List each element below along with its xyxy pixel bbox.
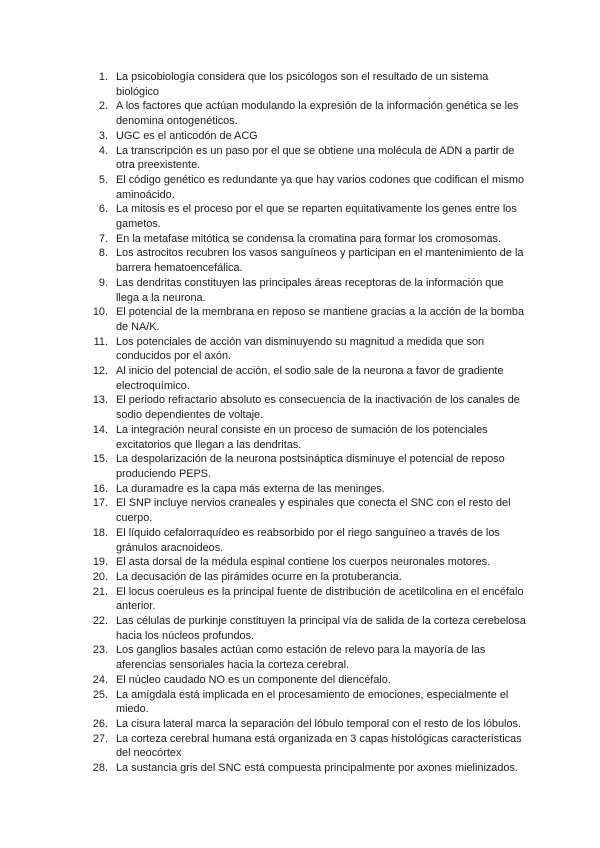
item-text: En la metafase mitótica se condensa la cromatina para formar los cromosomas. — [116, 232, 501, 245]
list-item — [86, 761, 526, 776]
item-text: El asta dorsal de la médula espinal contiene los cuerpos neuronales motores. — [116, 556, 491, 569]
item-text: El líquido cefalorraquídeo es reabsorbido por el riego sanguíneo a través de los gránulos aracnoideos. — [116, 526, 500, 554]
list-item — [86, 643, 526, 672]
list-item — [86, 202, 526, 231]
item-number: 6. — [98, 203, 108, 216]
list-item — [86, 246, 526, 275]
item-number: 17. — [92, 497, 108, 510]
item-text: La psicobiología considera que los psicólogos son el resultado de un sistema biológico — [116, 71, 489, 98]
item-number: 1. — [98, 71, 108, 83]
item-number: 18. — [92, 526, 108, 539]
item-number: 11. — [93, 335, 108, 348]
list-item — [86, 305, 526, 334]
item-number: 20. — [92, 570, 108, 583]
list-item — [86, 732, 526, 761]
item-number: 21. — [92, 585, 108, 598]
item-text: La amígdala está implicada en el procesamiento de emociones, especialmente el miedo. — [116, 688, 509, 716]
item-text: El núcleo caudado NO es un componente del diencéfalo. — [116, 673, 391, 686]
item-text: La despolarización de la neurona postsináptica disminuye el potencial de reposo produciendo PEPS. — [116, 453, 505, 480]
item-number: 14. — [92, 423, 108, 436]
item-number: 8. — [98, 247, 108, 260]
item-number: 28. — [92, 762, 108, 775]
item-text: La duramadre es la capa más externa de las meninges. — [116, 482, 385, 495]
list-item — [86, 144, 526, 173]
item-text: El potencial de la membrana en reposo se mantiene gracias a la acción de la bomba de NA/K. — [116, 306, 525, 333]
list-item — [86, 393, 526, 422]
statement-list — [86, 70, 526, 776]
item-text: El locus coeruleus es la principal fuente de distribución de acetilcolina en el encéfalo anterior. — [116, 585, 524, 613]
item-text: El SNP incluye nervios craneales y espinales que conecta el SNC con el resto del cuerpo. — [116, 497, 511, 525]
item-number: 10. — [92, 306, 108, 319]
item-number: 25. — [92, 688, 108, 701]
list-item — [86, 452, 526, 481]
item-text: La decusación de las pirámides ocurre en la protuberancia. — [116, 570, 402, 583]
item-text: Los ganglios basales actúan como estación de relevo para la mayoría de las aferencias sensoriales hacia la corteza cerebral. — [116, 644, 486, 672]
list-item — [86, 364, 526, 393]
item-text: El código genético es redundante ya que hay varios codones que codifican el mismo aminoácido. — [116, 173, 525, 201]
item-text: La mitosis es el proceso por el que se reparten equitativamente los genes entre los gametos. — [116, 203, 517, 231]
list-item — [86, 673, 526, 688]
list-item — [86, 232, 526, 247]
list-item — [86, 555, 526, 570]
list-item — [86, 526, 526, 555]
item-number: 5. — [98, 173, 108, 186]
item-text: Las células de purkinje constituyen la principal vía de salida de la corteza cerebelosa hacia los núcleos profundos. — [116, 615, 526, 642]
item-text: A los factores que actúan modulando la expresión de la información genética se les denomina ontogenéticos. — [116, 100, 519, 128]
item-number: 13. — [92, 394, 108, 407]
list-item — [86, 99, 526, 128]
item-text: La integración neural consiste en un proceso de sumación de los potenciales excitatorios que llegan a las dendritas. — [116, 423, 488, 451]
list-item — [86, 129, 526, 144]
item-number: 9. — [98, 276, 108, 289]
item-text: La transcripción es un paso por el que se obtiene una molécula de ADN a partir de otra preexistente. — [116, 144, 515, 172]
list-item — [86, 570, 526, 585]
item-number: 3. — [98, 129, 108, 142]
item-number: 7. — [98, 232, 108, 245]
list-item — [86, 614, 526, 643]
item-text: Los astrocitos recubren los vasos sanguíneos y participan en el mantenimiento de la barrera hematoencefálica. — [116, 247, 524, 275]
item-text: Al inicio del potencial de acción, el sodio sale de la neurona a favor de gradiente electroquímico. — [116, 365, 504, 392]
list-item — [86, 688, 526, 717]
item-number: 24. — [92, 673, 108, 686]
item-text: El periodo refractario absoluto es consecuencia de la inactivación de los canales de sodio dependientes de voltaje. — [116, 394, 520, 422]
item-text: Las dendritas constituyen las principales áreas receptoras de la información que llega a la neurona. — [116, 276, 504, 304]
item-number: 2. — [98, 100, 108, 113]
item-number: 4. — [98, 144, 108, 157]
item-number: 12. — [92, 365, 108, 378]
item-number: 16. — [92, 482, 108, 495]
list-item — [86, 496, 526, 525]
item-text: La corteza cerebral humana está organizada en 3 capas histológicas características del neocórtex — [116, 732, 522, 760]
item-number: 26. — [92, 717, 108, 730]
item-text: UGC es el anticodón de ACG — [116, 129, 258, 142]
item-text: La sustancia gris del SNC está compuesta principalmente por axones mielinizados. — [116, 762, 518, 775]
item-number: 27. — [92, 732, 108, 745]
item-number: 22. — [92, 615, 108, 628]
list-item — [86, 173, 526, 202]
list-item — [86, 585, 526, 614]
item-text: La cisura lateral marca la separación del lóbulo temporal con el resto de los lóbulos. — [116, 717, 521, 730]
list-item — [86, 423, 526, 452]
list-item — [86, 70, 526, 99]
item-number: 15. — [92, 453, 108, 466]
list-item — [86, 335, 526, 364]
list-item — [86, 276, 526, 305]
list-item — [86, 482, 526, 497]
item-text: Los potenciales de acción van disminuyendo su magnitud a medida que son conducidos por el axón. — [116, 335, 485, 363]
item-number: 23. — [92, 644, 108, 657]
list-item — [86, 717, 526, 732]
item-number: 19. — [92, 556, 108, 569]
